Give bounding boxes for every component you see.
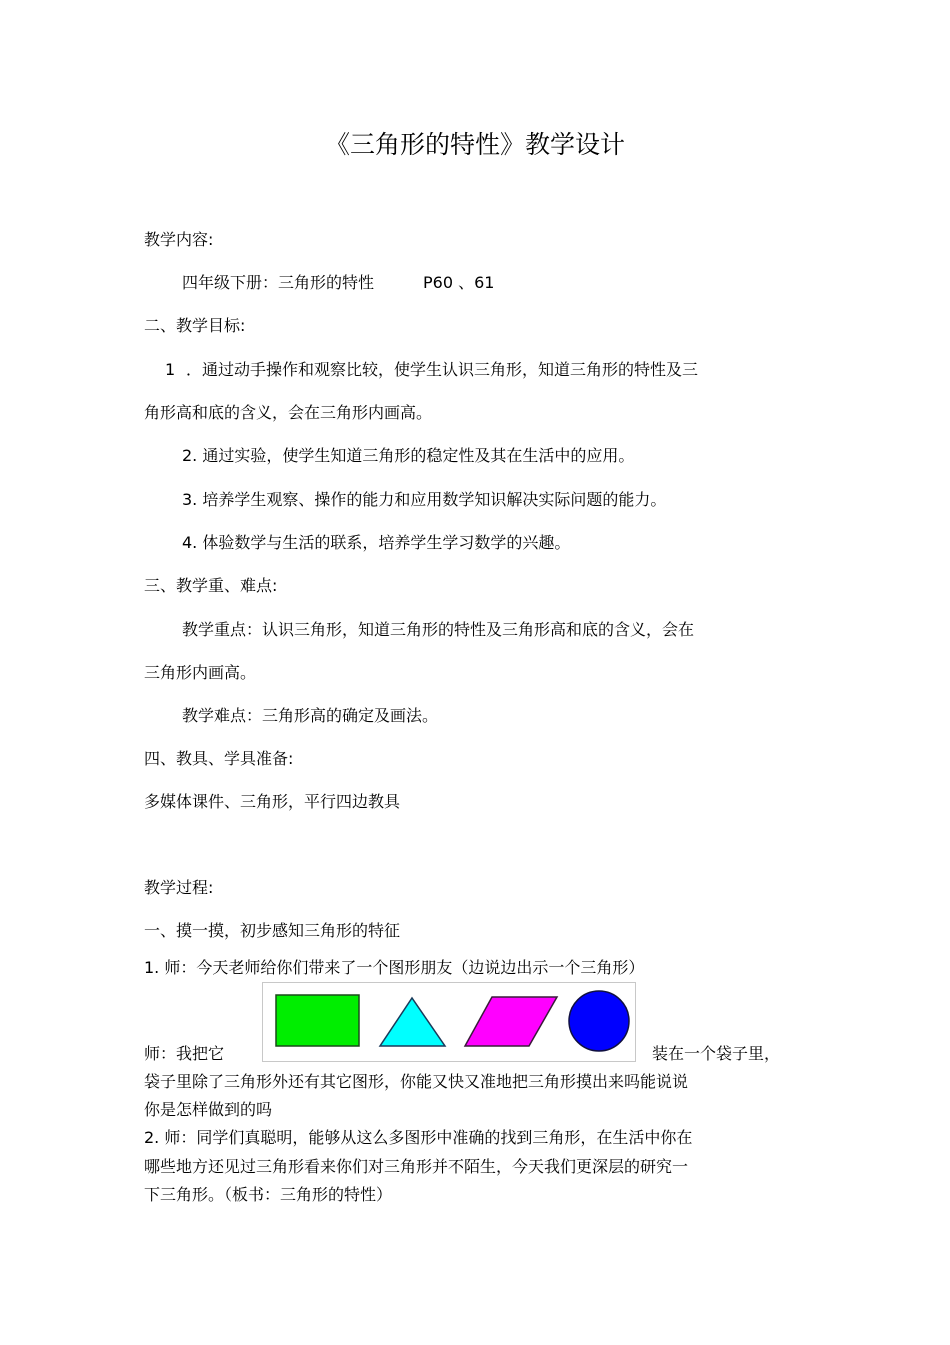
- goal-2: 2. 通过实验，使学生知道三角形的稳定性及其在生活中的应用。: [182, 446, 635, 465]
- shapes-svg: [263, 983, 635, 1061]
- difficult-point: 教学难点：三角形高的确定及画法。: [182, 706, 439, 725]
- section-process-heading: 教学过程:: [144, 878, 214, 897]
- goal-1-text: ．通过动手操作和观察比较，使学生认识三角形，知道三角形的特性及三: [186, 360, 699, 379]
- step-1-heading: 一、摸一摸，初步感知三角形的特征: [144, 921, 401, 940]
- green-rectangle: [276, 995, 359, 1046]
- blue-circle: [569, 991, 629, 1051]
- cyan-triangle: [380, 998, 445, 1046]
- content-text: 四年级下册：三角形的特性: [182, 273, 375, 292]
- key-point-cont: 三角形内画高。: [144, 663, 257, 682]
- goal-3: 3. 培养学生观察、操作的能力和应用数学知识解决实际问题的能力。: [182, 490, 667, 509]
- content-pages: P60 、61: [423, 273, 495, 292]
- tools-text: 多媒体课件、三角形，平行四边教具: [144, 792, 401, 811]
- goal-4: 4. 体验数学与生活的联系，培养学生学习数学的兴趣。: [182, 533, 571, 552]
- page-title: 《三角形的特性》教学设计: [324, 130, 625, 159]
- key-point: 教学重点：认识三角形，知道三角形的特性及三角形高和底的含义，会在: [182, 620, 695, 639]
- step-2-line1: 2. 师：同学们真聪明，能够从这么多图形中准确的找到三角形，在生活中你在: [144, 1128, 693, 1147]
- step-1-line2-end: 装在一个袋子里，: [652, 1044, 781, 1063]
- step-1-line3: 袋子里除了三角形外还有其它图形，你能又快又准地把三角形摸出来吗能说说: [144, 1072, 689, 1091]
- step-1-text: 1. 师：今天老师给你们带来了一个图形朋友（边说边出示一个三角形）: [144, 958, 645, 977]
- step-2-line3: 下三角形。（板书：三角形的特性）: [144, 1185, 393, 1204]
- section-goals-heading: 二、教学目标:: [144, 316, 246, 335]
- section-tools-heading: 四、教具、学具准备:: [144, 749, 294, 768]
- step-1-line4: 你是怎样做到的吗: [144, 1100, 273, 1119]
- goal-1-number: 1: [165, 360, 176, 379]
- magenta-parallelogram: [465, 997, 557, 1046]
- section-content-heading: 教学内容:: [144, 230, 214, 249]
- step-2-line2: 哪些地方还见过三角形看来你们对三角形并不陌生，今天我们更深层的研究一: [144, 1157, 689, 1176]
- goal-1-text-cont: 角形高和底的含义，会在三角形内画高。: [144, 403, 433, 422]
- shapes-figure: [262, 982, 636, 1062]
- step-1-line2-start: 师：我把它: [144, 1044, 225, 1063]
- section-keypoints-heading: 三、教学重、难点:: [144, 576, 278, 595]
